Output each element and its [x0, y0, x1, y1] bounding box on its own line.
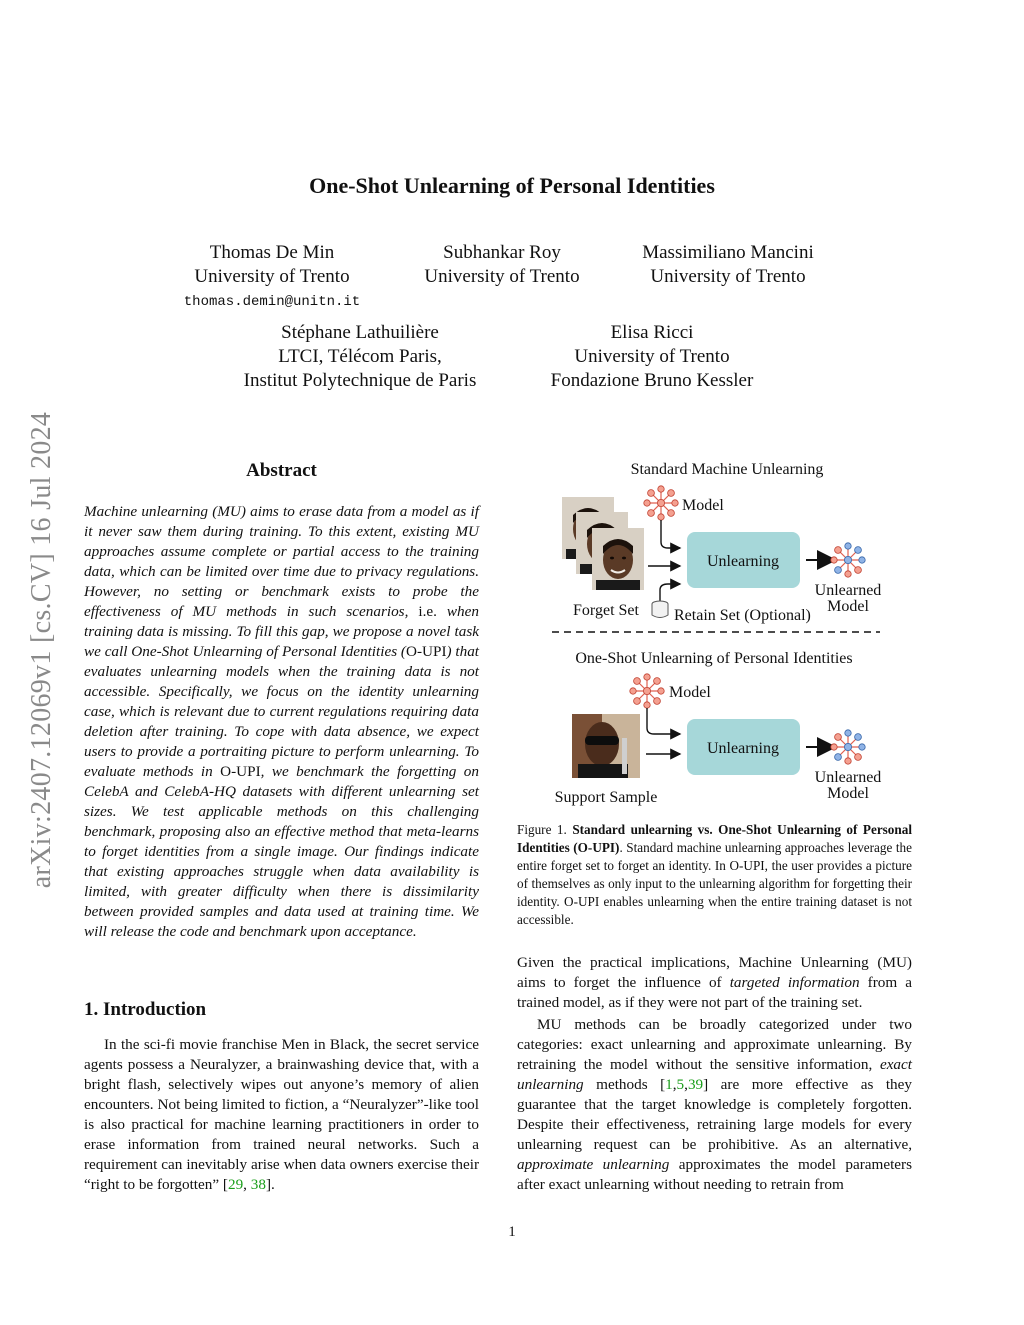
author-affiliation: University of Trento: [424, 266, 580, 287]
author-block-5: [532, 321, 772, 393]
citation-link[interactable]: 29: [227, 1176, 244, 1193]
abstract-heading: Abstract: [246, 460, 317, 481]
unlearned-model-label: Model: [827, 598, 869, 615]
unlearned-model-icon: [831, 543, 865, 577]
citation-link[interactable]: 5: [676, 1076, 685, 1093]
unlearning-label: Unlearning: [707, 740, 779, 757]
author-affiliation: University of Trento: [650, 266, 806, 287]
paragraph-text: methods [: [583, 1076, 666, 1093]
citation-link[interactable]: 39: [687, 1076, 704, 1093]
author-email: thomas.demin@unitn.it: [183, 294, 361, 310]
section-heading-introduction: 1. Introduction: [84, 999, 207, 1020]
retain-set-label: Retain Set (Optional): [674, 607, 811, 624]
unlearned-model-label: Unlearned: [814, 769, 882, 786]
forget-set-label: Forget Set: [573, 602, 639, 619]
author-affiliation: University of Trento: [194, 266, 350, 287]
author-affiliation-line: Fondazione Bruno Kessler: [550, 370, 754, 391]
paragraph-text: Given the practical implications, Machine Unlearning (MU) aims to forget the influence of: [517, 954, 912, 991]
database-icon: [652, 601, 668, 618]
abstract-part: Machine unlearning (MU) aims to erase data from a model as if it never saw them during training. To this extent, existing MU approaches assume complete or partial access to the training data, which can be limited over time due to privacy regulations. However, no setting or benchmark exists to probe the effectiveness of MU methods in such scenarios,: [84, 503, 479, 620]
author-name: Elisa Ricci: [610, 322, 694, 343]
author-block-3: [620, 241, 836, 289]
author-name: Subhankar Roy: [443, 242, 561, 263]
page-number: 1: [508, 1224, 516, 1240]
abstract-part: , we benchmark the forgetting on CelebA and CelebA-HQ datasets with different unlearning set sizes. We test applicable methods on this challenging benchmark, proposing also an effective method that meta-learns to forget identities from a single image. Our findings indicate that existing approaches struggle when data availability is limited, with greater difficulty when there is dissimilarity between provided samples and data used at training time. We will release the code and benchmark upon acceptance.: [84, 763, 479, 940]
abstract-oupi: O-UPI: [406, 643, 447, 660]
caption-prefix: Figure 1.: [517, 822, 573, 837]
citation-link[interactable]: 1: [665, 1076, 673, 1093]
figure-caption: [517, 821, 912, 929]
author-block-2: [402, 241, 602, 289]
author-block-4: [220, 321, 500, 393]
emphasis: exact unlearning: [517, 1056, 912, 1093]
abstract-oupi: O-UPI: [220, 763, 261, 780]
abstract-ie: i.e.: [418, 603, 437, 620]
model-network-icon: [644, 486, 678, 520]
intro-paragraph: [84, 1035, 479, 1195]
citation-link[interactable]: 38: [250, 1176, 266, 1193]
unlearned-model-label: Model: [827, 785, 869, 802]
paragraph-text: ] are more effective as they guarantee that the target knowledge is completely forgotten. Despite their effectiveness, retraining large models for every unlearning request can be prohibitive. As an alternative,: [517, 1076, 912, 1153]
abstract-part: when training data is missing. To fill this gap, we propose a novel task we call One-Shot Unlearning of Personal Identities (: [84, 603, 479, 660]
author-block-1: [172, 241, 372, 315]
arxiv-stamp: [12, 360, 72, 940]
unlearned-model-icon: [831, 730, 865, 764]
model-label: Model: [682, 497, 724, 514]
intro-text: ].: [265, 1176, 275, 1193]
arxiv-id: arXiv:2407.12069v1 [cs.CV] 16 Jul 2024: [26, 411, 57, 889]
figure-top-title: Standard Machine Unlearning: [630, 461, 824, 478]
right-paragraph-2: MU methods can be broadly categorized under two categories: exact unlearning and approximate unlearning. By retraining the model without the sensitive information, exact unlearning methods [1,5,39] are more effective as they guarantee that the target knowledge is completely forgotten. Despite their effectiveness, retraining large models for every unlearning request can be prohibitive. As an alternative, approximate unlearning approximates the model parameters after exact unlearning without needing to retrain from: [517, 1016, 912, 1193]
paragraph-text: approximates the model parameters after exact unlearning without needing to retrain from: [517, 1156, 912, 1193]
support-sample-image: [572, 714, 640, 778]
model-label: Model: [669, 684, 711, 701]
unlearned-model-label: Unlearned: [814, 582, 882, 599]
caption-rest: . Standard machine unlearning approaches leverage the entire forget set to forget an identity. In O-UPI, the user provides a picture of themselves as only input to the unlearning algorithm for forgetting their identity. O-UPI enables unlearning when the entire training dataset is not accessible.: [517, 840, 912, 927]
figure-diagram: [530, 452, 910, 812]
author-name: Massimiliano Mancini: [642, 242, 814, 263]
abstract-part: ) that evaluates unlearning models when the training data is not accessible. Specifically, we focus on the identity unlearning case, which is relevant due to current regulations requiring data deletion after training. To cope with data absence, we expect users to provide a portraiting picture to perform unlearning. To evaluate methods in: [84, 643, 480, 780]
paragraph-text: from a trained model, as if they were not part of the training set.: [517, 974, 912, 1011]
paper-title: One-Shot Unlearning of Personal Identities: [309, 173, 715, 198]
paragraph-text: MU methods can be broadly categorized under two categories: exact unlearning and approximate unlearning. By retraining the model without the sensitive information,: [517, 1016, 912, 1073]
figure-bottom-title: One-Shot Unlearning of Personal Identities: [575, 650, 853, 667]
intro-text: In the sci-fi movie franchise Men in Black, the secret service agents possess a Neuralyzer, a brainwashing device that, with a bright flash, selectively wipes out anyone’s memory of alien encounters. Not being limited to fiction, a “Neuralyzer”-like tool is also practical for machine learning practitioners in order to erase information from trained neural networks. Such a requirement can inevitably arise when data owners exercise their “right to be forgotten” [: [84, 1036, 479, 1193]
emphasis: approximate unlearning: [517, 1156, 670, 1173]
unlearning-label: Unlearning: [707, 553, 779, 570]
right-paragraph-1: [517, 953, 912, 1013]
caption-bold: Standard unlearning vs. One-Shot Unlearning of Personal Identities (O-UPI): [517, 822, 912, 855]
forget-set-images: [562, 497, 644, 590]
abstract-text: [84, 502, 479, 942]
model-network-icon: [630, 674, 664, 708]
author-affiliation-line: Institut Polytechnique de Paris: [243, 370, 477, 391]
author-affiliation-line: LTCI, Télécom Paris,: [278, 346, 442, 367]
author-name: Thomas De Min: [209, 242, 335, 263]
author-affiliation-line: University of Trento: [574, 346, 730, 367]
author-name: Stéphane Lathuilière: [281, 322, 439, 343]
citation-sep: ,: [243, 1176, 251, 1193]
support-sample-label: Support Sample: [554, 789, 658, 806]
emphasis: targeted information: [729, 974, 860, 991]
figure-1: [530, 452, 910, 812]
